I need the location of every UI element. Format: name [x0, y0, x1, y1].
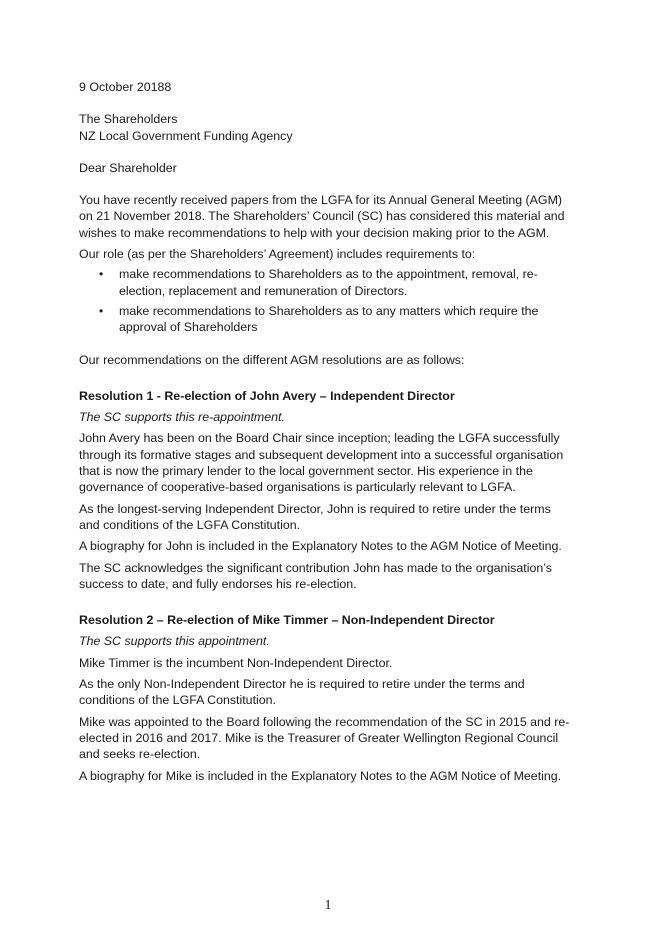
resolution-1-paragraph: A biography for John is included in the Explanatory Notes to the AGM Notice of Meeting.: [79, 539, 562, 554]
recipient-line-1: The Shareholders: [79, 112, 178, 127]
bullet-icon: •: [99, 303, 104, 318]
recipient-line-2: NZ Local Government Funding Agency: [79, 128, 293, 143]
resolution-2-paragraph: Mike Timmer is the incumbent Non-Independent Director.: [79, 655, 393, 670]
resolution-2-paragraph: As the only Non-Independent Director he is required to retire under the terms and conditions of the LGFA Constitution.: [79, 677, 525, 708]
resolution-2-heading: Resolution 2 – Re-election of Mike Timmer – Non-Independent Director: [79, 613, 495, 628]
resolution-2-paragraph: A biography for Mike is included in the Explanatory Notes to the AGM Notice of Meeting.: [79, 768, 562, 783]
resolution-1-paragraph: As the longest-serving Independent Director, John is required to retire under the terms and conditions of the LGFA Constitution.: [79, 501, 551, 532]
role-bullet-list: [79, 266, 574, 335]
bullet-text: make recommendations to Shareholders as to the appointment, removal, re-election, replacement and remuneration of Directors.: [119, 267, 538, 298]
bullet-text: make recommendations to Shareholders as to any matters which require the approval of Shareholders: [119, 303, 539, 335]
resolution-1-support: The SC supports this re-appointment.: [79, 410, 285, 425]
bullet-icon: •: [99, 267, 104, 282]
recommendations-intro: Our recommendations on the different AGM resolutions are as follows:: [79, 352, 465, 367]
salutation: Dear Shareholder: [79, 160, 177, 175]
role-paragraph: Our role (as per the Shareholders’ Agreement) includes requirements to:: [79, 247, 476, 262]
resolution-2-paragraph: Mike was appointed to the Board following the recommendation of the SC in 2015 and re-elected in 2016 and 2017. Mike is the Treasurer of Greater Wellington Regional Council and seeks re-election.: [79, 714, 570, 762]
resolution-1-heading: Resolution 1 - Re-election of John Avery – Independent Director: [79, 388, 455, 403]
resolution-2-support: The SC supports this appointment.: [79, 634, 270, 649]
list-item: [79, 266, 574, 299]
resolution-1-paragraph: The SC acknowledges the significant contribution John has made to the organisation’s success to date, and fully endorses his re-election.: [79, 560, 552, 591]
resolution-1-paragraph: John Avery has been on the Board Chair since inception; leading the LGFA successfully through its formative stages and subsequent development into a successful organisation that is now the primary lender to the local government sector. His experience in the governance of cooperative-based organisations is particularly relevant to LGFA.: [79, 431, 564, 495]
letter-body: [79, 79, 574, 784]
letter-date: 9 October 20188: [79, 80, 172, 94]
page-number: 1: [324, 898, 332, 913]
intro-paragraph: You have recently received papers from the LGFA for its Annual General Meeting (AGM) on 21 November 2018. The Shareholders’ Council (SC) has considered this material and wishes to make recommendations to help with your decision making prior to the AGM.: [79, 193, 565, 240]
list-item: [79, 303, 574, 336]
